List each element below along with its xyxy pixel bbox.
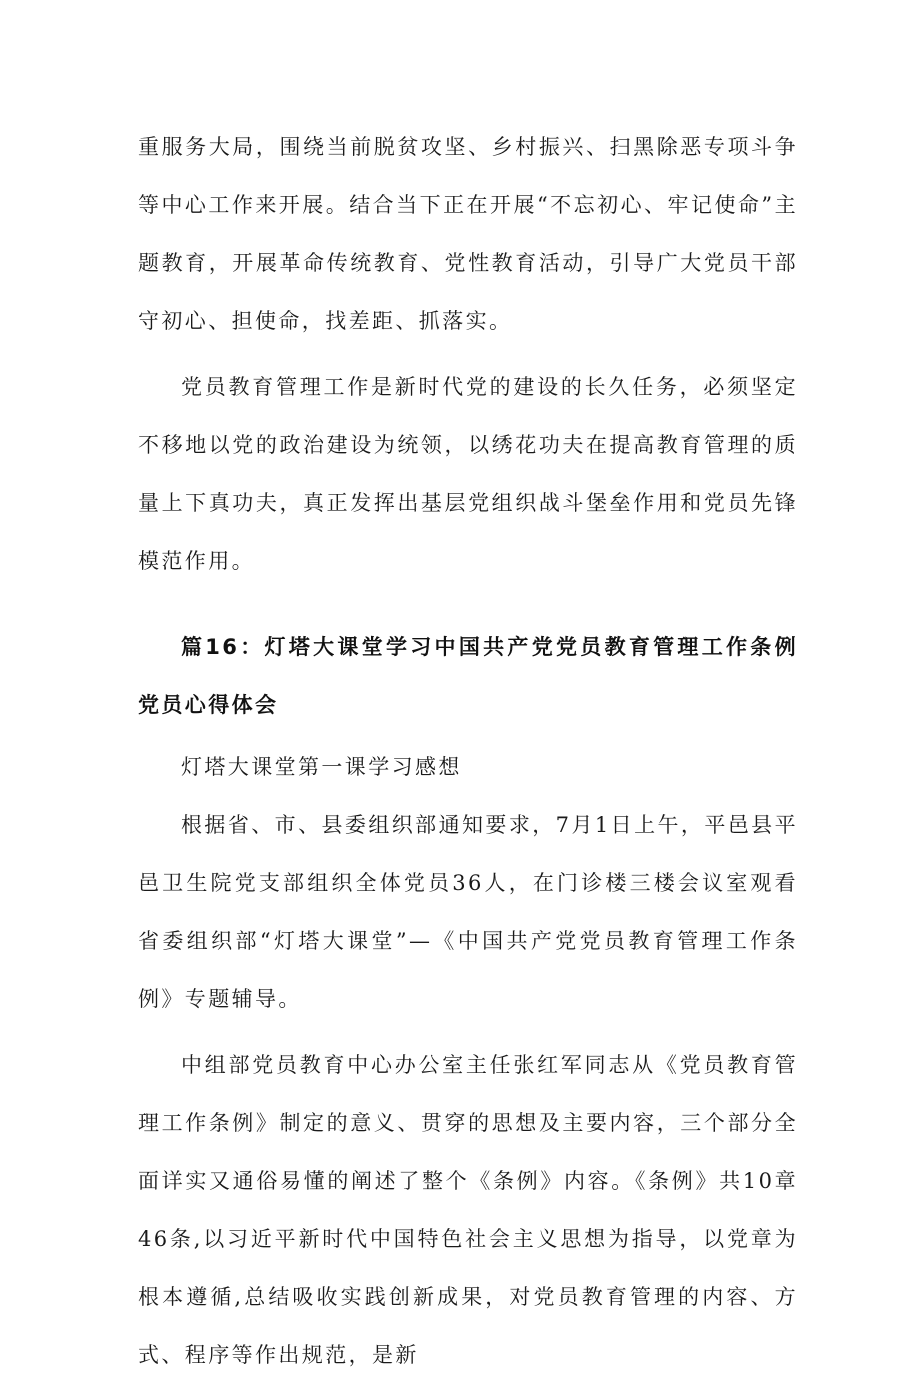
subheading: 灯塔大课堂第一课学习感想: [181, 755, 462, 779]
paragraph: 党员教育管理工作是新时代党的建设的长久任务，必须坚定不移地以党的政治建设为统领，以绣花功夫在提高教育管理的质量上下真功夫，真正发挥出基层党组织战斗堡垒作用和党员先锋模范作用。: [138, 375, 798, 573]
document-body: [138, 118, 798, 1384]
paragraph-continued: 重服务大局，围绕当前脱贫攻坚、乡村振兴、扫黑除恶专项斗争等中心工作来开展。结合当下正在开展“不忘初心、牢记使命”主题教育，开展革命传统教育、党性教育活动，引导广大党员干部守初心、担使命，找差距、抓落实。: [138, 135, 798, 333]
paragraph: 中组部党员教育中心办公室主任张红军同志从《党员教育管理工作条例》制定的意义、贯穿的思想及主要内容，三个部分全面详实又通俗易懂的阐述了整个《条例》内容。《条例》共10章46条,以习近平新时代中国特色社会主义思想为指导，以党章为根本遵循,总结吸收实践创新成果，对党员教育管理的内容、方式、程序等作出规范，是新: [138, 1053, 798, 1367]
paragraph: 根据省、市、县委组织部通知要求，7月1日上午，平邑县平邑卫生院党支部组织全体党员36人，在门诊楼三楼会议室观看省委组织部“灯塔大课堂”—《中国共产党党员教育管理工作条例》专题辅导。: [138, 813, 798, 1011]
section-heading: 篇16：灯塔大课堂学习中国共产党党员教育管理工作条例党员心得体会: [138, 635, 798, 717]
